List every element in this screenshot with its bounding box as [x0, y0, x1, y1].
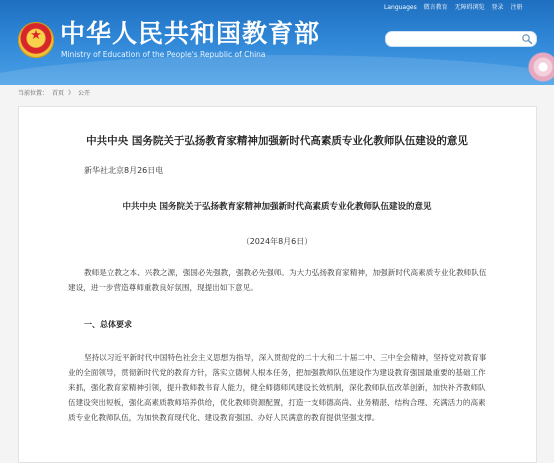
site-header	[0, 0, 554, 85]
national-emblem-icon[interactable]: ★	[18, 22, 54, 58]
breadcrumb-label: 当前位置：	[18, 90, 49, 97]
weiyan-jiaoyu-link[interactable]: 微言教育	[423, 4, 448, 11]
top-links	[384, 3, 528, 13]
section-heading-1: 一、总体要求	[84, 320, 132, 329]
login-link[interactable]: 登录	[491, 4, 504, 11]
search-box	[385, 31, 537, 47]
breadcrumb	[18, 90, 94, 98]
header-wave-decoration	[0, 55, 554, 85]
languages-link[interactable]: Languages	[384, 4, 417, 11]
search-input[interactable]	[392, 33, 512, 45]
article-title: 中共中央 国务院关于弘扬教育家精神加强新时代高素质专业化教师队伍建设的意见	[86, 135, 468, 147]
flower-decoration	[528, 52, 554, 82]
article-subtitle: 中共中央 国务院关于弘扬教育家精神加强新时代高素质专业化教师队伍建设的意见	[122, 202, 432, 212]
article-source: 新华社北京8月26日电	[84, 166, 164, 175]
accessibility-link[interactable]: 无障碍浏览	[454, 4, 485, 11]
breadcrumb-separator: 》	[68, 90, 75, 97]
article-date: （2024年8月6日）	[241, 237, 313, 246]
register-link[interactable]: 注册	[510, 4, 523, 11]
article-paragraph-2: 坚持以习近平新时代中国特色社会主义思想为指导，深入贯彻党的二十大和二十届二中、三中全会精神，坚持党对教育事业的全面领导，贯彻新时代党的教育方针，落实立德树人根本任务，把加强教师队伍建设作为建设教育强国最重要的基础工作来抓，强化教育家精神引领，提升教师教书育人能力，健全师德师风建设长效机制，深化教师队伍改革创新，加快补齐教师队伍建设突出短板，强化高素质教师培养供给，优化教师资源配置，打造一支师德高尚、业务精湛、结构合理、充满活力的高素质专业化教师队伍，为加快教育现代化、建设教育强国、办好人民满意的教育提供坚强支撑。	[68, 353, 487, 422]
breadcrumb-current[interactable]: 公开	[78, 90, 91, 97]
site-title-english: Ministry of Education of the People's Republic of China	[61, 50, 266, 59]
site-title[interactable]: 中华人民共和国教育部	[60, 19, 321, 48]
search-icon[interactable]	[521, 33, 533, 45]
breadcrumb-home[interactable]: 首页	[52, 90, 65, 97]
article-paragraph-1: 教师是立教之本、兴教之源，强国必先强教，强教必先强师。为大力弘扬教育家精神，加强新时代高素质专业化教师队伍建设，进一步营造尊师重教良好氛围，现提出如下意见。	[68, 268, 487, 292]
